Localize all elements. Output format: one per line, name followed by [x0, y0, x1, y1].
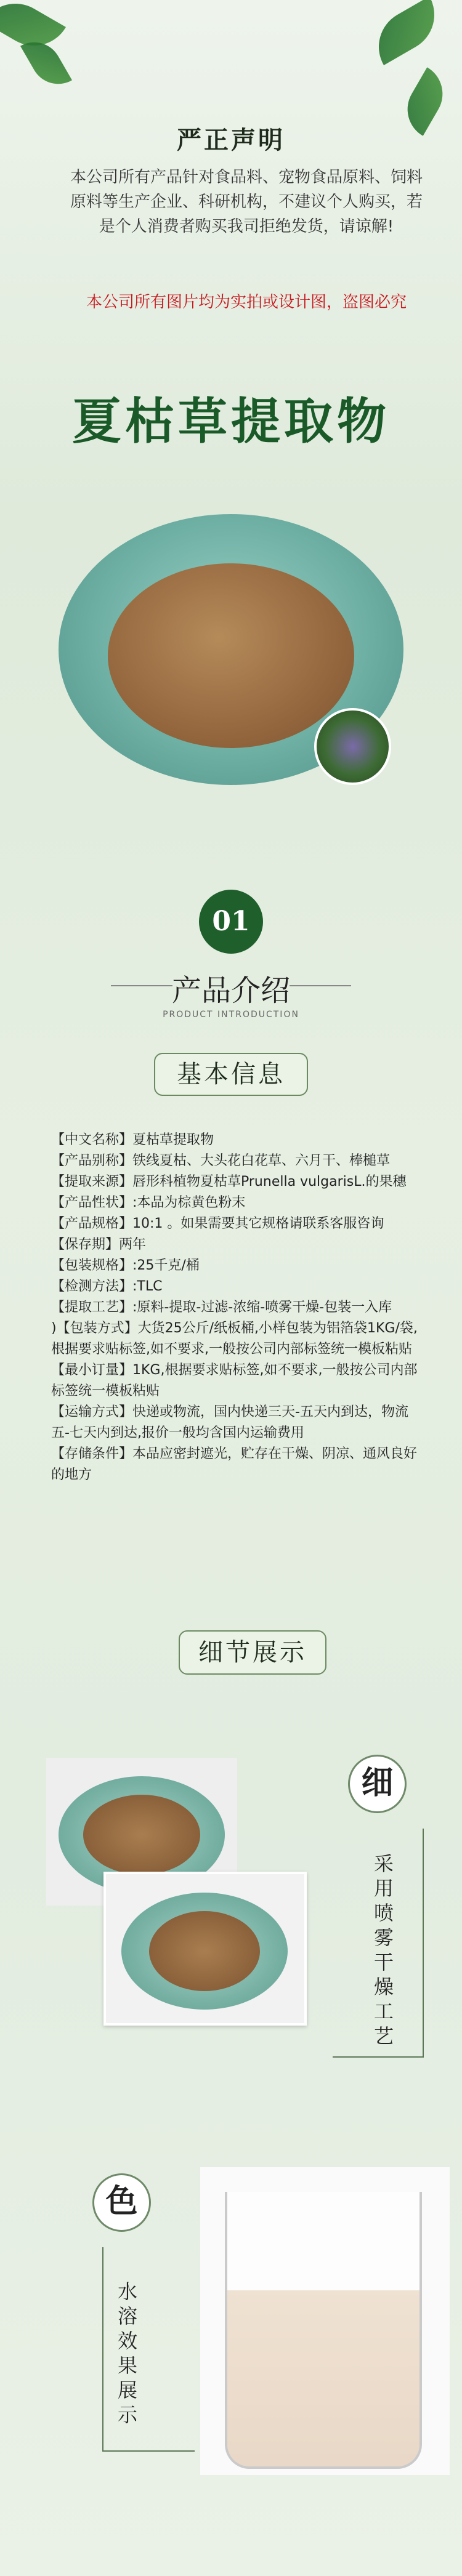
info-line: 【中文名称】夏枯草提取物: [51, 1132, 214, 1148]
detail-image-2: [103, 1872, 307, 2026]
section-number: 01: [199, 890, 263, 954]
section-title: 产品介绍: [171, 973, 290, 1008]
statement-body: 本公司所有产品针对食品料、宠物食品原料、饲料原料等生产企业、科研机构，不建议个人购买，若是个人消费者购买我司拒绝发货，请谅解!: [70, 168, 423, 236]
detail-char-icon: 细: [348, 1755, 407, 1813]
info-line: )【包装方式】大货25公斤/纸板桶,小样包装为铝箔袋1KG/袋,根据要求贴标签,如不要求,一般按公司内部标签统一模板粘贴: [51, 1321, 418, 1357]
divider: [102, 2450, 195, 2452]
divider: [333, 2056, 424, 2058]
detail-text-2: 水溶效果展示: [115, 2281, 138, 2429]
powder-image: [108, 563, 354, 748]
color-char-icon: 色: [92, 2173, 151, 2232]
info-line: 【存储条件】本品应密封遮光，贮存在干燥、阴凉、通风良好的地方: [51, 1446, 418, 1483]
info-line: 【最小订量】1KG,根据要求贴标签,如不要求,一般按公司内部标签统一模板粘贴: [51, 1362, 418, 1399]
info-line: 【产品规格】10:1 。如果需要其它规格请联系客服咨询: [51, 1216, 384, 1231]
info-line: 【包装规格】:25千克/桶: [51, 1258, 200, 1273]
product-title: 夏枯草提取物: [72, 392, 390, 450]
detail-badge: 细节展示: [179, 1630, 326, 1675]
info-line: 【产品别称】铁线夏枯、大头花白花草、六月干、棒槌草: [51, 1153, 391, 1169]
info-line: 【提取工艺】:原料-提取-过滤-浓缩-喷雾干燥-包装一入库: [51, 1300, 392, 1315]
divider: [423, 1829, 424, 2056]
detail-text-1: 采用喷雾干燥工艺: [371, 1853, 394, 2050]
info-line: 【保存期】两年: [51, 1237, 147, 1252]
basic-info-badge: 基本信息: [154, 1053, 308, 1096]
info-line: 【产品性状】:本品为棕黄色粉末: [51, 1195, 246, 1210]
herb-image: [314, 708, 391, 785]
leaf-decoration: [365, 0, 448, 65]
statement-warning: 本公司所有图片均为实拍或设计图，盗图必究: [86, 293, 407, 312]
info-line: 【提取来源】唇形科植物夏枯草Prunella vulgarisL.的果穗: [51, 1174, 407, 1189]
info-line: 【运输方式】快递或物流，国内快递三天-五天内到达，物流五-七天内到达,报价一般均含国内运输费用: [51, 1404, 408, 1441]
divider: [102, 2247, 103, 2450]
section-subtitle: PRODUCT INTRODUCTION: [163, 1010, 299, 1020]
info-list: [51, 1130, 421, 1486]
info-line: 【检测方法】:TLC: [51, 1279, 163, 1294]
statement-title: 严正声明: [177, 126, 285, 155]
beaker-outline: [225, 2192, 422, 2469]
